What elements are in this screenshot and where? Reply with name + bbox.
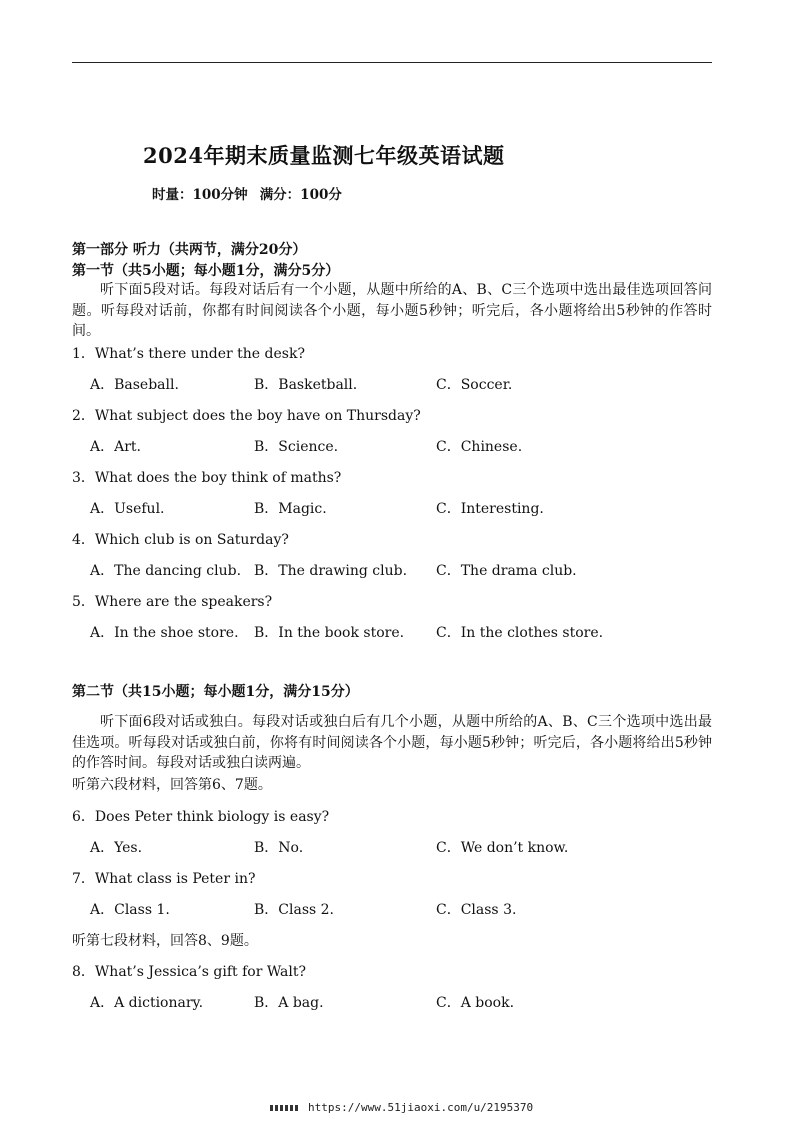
question-text: What’s there under the desk? <box>94 346 305 362</box>
option-c: C．Chinese. <box>436 439 523 455</box>
question-1-options <box>90 374 710 394</box>
material-7-note: 听第七段材料，回答8、9题。 <box>72 933 258 949</box>
option-c: C．A book. <box>436 995 515 1011</box>
question-number: 8． <box>72 964 95 980</box>
question-number: 2． <box>72 408 95 424</box>
option-a: A．A dictionary. <box>90 995 204 1011</box>
question-text: Does Peter think biology is easy? <box>94 809 330 825</box>
section1-instructions: 听下面5段对话。每段对话后有一个小题，从题中所给的A、B、C三个选项中选出最佳选项回答问题。听每段对话前，你都有时间阅读各个小题，每小题5秒钟；听完后，各小题将给出5秒钟的作答时间。 <box>72 282 712 339</box>
option-b: B．The drawing club. <box>254 563 408 579</box>
question-6-options <box>90 837 710 857</box>
question-2-options <box>90 436 710 456</box>
question-6 <box>72 806 329 826</box>
question-text: What class is Peter in? <box>94 871 256 887</box>
question-1 <box>72 343 305 363</box>
question-5 <box>72 591 272 611</box>
option-c: C．Interesting. <box>436 501 544 517</box>
time-limit: 时量：100分钟 <box>152 187 248 203</box>
section1-heading: 第一节（共5小题；每小题1分，满分5分） <box>72 263 340 279</box>
option-a: A．Yes. <box>90 840 143 856</box>
question-7-options <box>90 899 710 919</box>
question-3-options <box>90 498 710 518</box>
option-a: A．Baseball. <box>90 377 179 393</box>
option-b: B．In the book store. <box>254 625 405 641</box>
option-b: B．Class 2. <box>254 902 335 918</box>
option-a: A．Useful. <box>90 501 165 517</box>
option-c: C．We don’t know. <box>436 840 569 856</box>
question-number: 7． <box>72 871 95 887</box>
question-8 <box>72 961 306 981</box>
exam-subtitle <box>152 183 342 203</box>
option-b: B．Basketball. <box>254 377 358 393</box>
question-text: Which club is on Saturday? <box>94 532 289 548</box>
question-number: 1． <box>72 346 95 362</box>
option-b: B．Science. <box>254 439 339 455</box>
watermark-icon <box>270 1105 300 1111</box>
section2-instructions: 听下面6段对话或独白。每段对话或独白后有几个小题，从题中所给的A、B、C三个选项中选出最佳选项。听每段对话或独白前，你将有时间阅读各个小题，每小题5秒钟；听完后，各小题将给出5秒钟的作答时间。每段对话或独白读两遍。 <box>72 714 712 771</box>
question-number: 6． <box>72 809 95 825</box>
option-c: C．The drama club. <box>436 563 577 579</box>
question-4 <box>72 529 289 549</box>
option-c: C．Soccer. <box>436 377 513 393</box>
question-4-options <box>90 560 710 580</box>
question-5-options <box>90 622 710 642</box>
question-7 <box>72 868 255 888</box>
section2-heading: 第二节（共15小题；每小题1分，满分15分） <box>72 684 359 700</box>
option-c: C．In the clothes store. <box>436 625 604 641</box>
material-6-note: 听第六段材料，回答第6、7题。 <box>72 777 272 793</box>
question-number: 5． <box>72 594 95 610</box>
question-8-options <box>90 992 710 1012</box>
option-b: B．Magic. <box>254 501 327 517</box>
question-number: 3． <box>72 470 95 486</box>
header-rule <box>72 62 712 63</box>
option-c: C．Class 3. <box>436 902 517 918</box>
option-b: B．A bag. <box>254 995 324 1011</box>
exam-title: 2024年期末质量监测七年级英语试题 <box>143 143 505 168</box>
part1-heading: 第一部分 听力（共两节，满分20分） <box>72 242 307 258</box>
question-number: 4． <box>72 532 95 548</box>
question-text: What’s Jessica’s gift for Walt? <box>94 964 306 980</box>
page-footer <box>270 1101 533 1114</box>
question-2 <box>72 405 421 425</box>
question-text: What subject does the boy have on Thursday? <box>94 408 421 424</box>
question-3 <box>72 467 341 487</box>
full-score: 满分：100分 <box>259 187 342 203</box>
option-a: A．The dancing club. <box>90 563 242 579</box>
question-text: What does the boy think of maths? <box>94 470 342 486</box>
footer-link[interactable]: https://www.51jiaoxi.com/u/2195370 <box>308 1101 534 1114</box>
question-text: Where are the speakers? <box>94 594 273 610</box>
option-a: A．Art. <box>90 439 141 455</box>
option-a: A．In the shoe store. <box>90 625 239 641</box>
option-a: A．Class 1. <box>90 902 170 918</box>
option-b: B．No. <box>254 840 304 856</box>
